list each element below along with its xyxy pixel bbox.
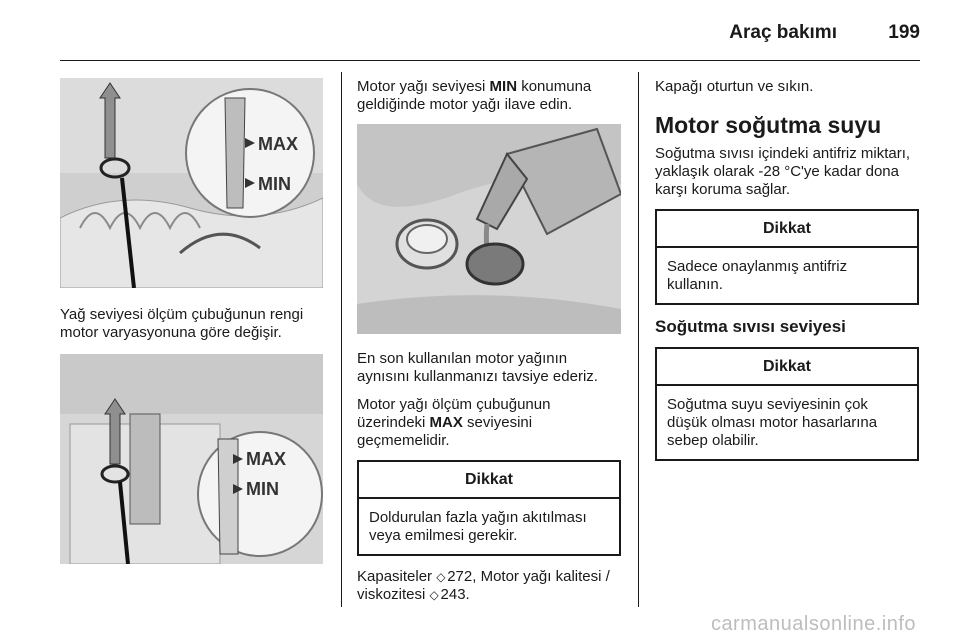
min-label: MIN — [246, 479, 279, 499]
notice-title: Dikkat — [359, 462, 619, 499]
notice-text: Doldurulan fazla yağın akıtılması veya emilmesi gerekir. — [369, 509, 587, 544]
cross-reference-arrow-icon: ◇ — [436, 570, 446, 584]
column-2 — [357, 78, 621, 614]
oil-pouring-illustration — [357, 124, 621, 334]
dipstick-illustration-2 — [60, 354, 323, 564]
paragraph-same-oil: En son kullanılan motor yağının aynısını kullanmanızı tavsiye ederiz. — [357, 350, 598, 385]
dipstick-illustration-1 — [60, 78, 323, 288]
page-number: 199 — [888, 22, 920, 43]
max-label: MAX — [246, 449, 286, 469]
text-span: Kapasiteler — [357, 568, 437, 585]
notice-text: Sadece onaylanmış antifriz kullanın. — [667, 258, 848, 293]
paragraph-add-oil — [357, 78, 621, 114]
text-span: seviyesini geçmemelidir. — [357, 414, 533, 449]
max-term: MAX — [429, 414, 463, 431]
column-divider-2 — [638, 72, 639, 607]
notice-text: Soğutma suyu seviyesinin çok düşük olması motor hasarlarına sebep olabilir. — [667, 396, 878, 449]
section-title: Araç bakımı — [729, 22, 837, 43]
min-term: MIN — [489, 78, 518, 95]
page-reference-link[interactable]: 243. — [440, 586, 470, 603]
notice-title: Dikkat — [657, 349, 917, 386]
watermark: carmanualsonline.info — [710, 613, 916, 635]
paragraph-tighten-cap: Kapağı oturtun ve sıkın. — [655, 78, 814, 95]
max-label: MAX — [258, 134, 298, 154]
notice-box — [357, 460, 621, 556]
header-divider — [60, 60, 920, 61]
subheading-coolant-level: Soğutma sıvısı seviyesi — [655, 317, 846, 336]
figure-caption: Yağ seviyesi ölçüm çubuğunun rengi motor varyasyonuna göre değişir. — [60, 306, 304, 341]
notice-title: Dikkat — [657, 211, 917, 248]
cross-reference-arrow-icon: ◇ — [429, 588, 439, 602]
text-span: Motor yağı seviyesi — [357, 78, 490, 95]
section-heading-coolant: Motor soğutma suyu — [655, 112, 882, 138]
text-span: konumuna geldiğinde motor yağı ilave edin. — [357, 78, 592, 113]
column-3 — [655, 78, 919, 461]
notice-box — [655, 209, 919, 305]
column-divider-1 — [341, 72, 342, 607]
paragraph-max-level — [357, 396, 621, 450]
column-1 — [60, 78, 323, 564]
text-span: Motor yağı ölçüm çubuğunun üzerindeki — [357, 396, 551, 431]
paragraph-capacities — [357, 568, 621, 604]
min-label: MIN — [258, 174, 291, 194]
page-reference-link[interactable]: 272, Motor yağı kalitesi / viskozitesi — [357, 568, 610, 603]
paragraph-antifreeze: Soğutma sıvısı içindeki antifriz miktarı, yaklaşık olarak -28 °C'ye kadar dona karşı koruma sağlar. — [655, 145, 911, 198]
notice-box — [655, 347, 919, 461]
